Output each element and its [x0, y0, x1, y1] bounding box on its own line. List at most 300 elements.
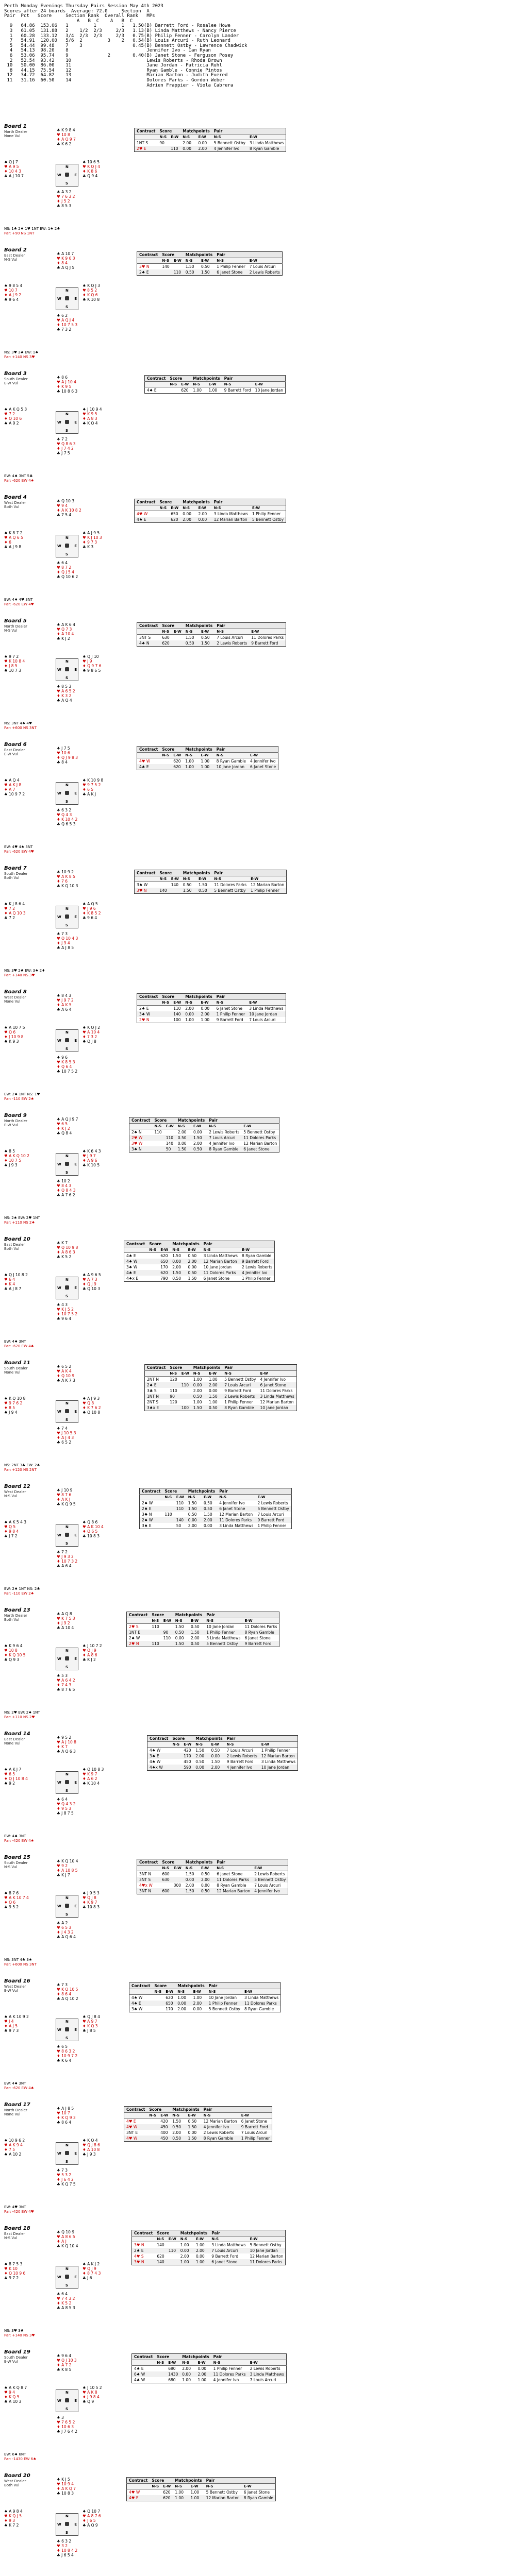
hand-suit-line: ♣ 10 8 3 — [82, 1905, 100, 1909]
result-cell: 0.50 — [196, 888, 212, 894]
board-vulnerability: N-S Vul — [4, 629, 18, 633]
result-cell: 2.00 — [196, 146, 211, 152]
board-dealer-vul — [4, 2232, 25, 2240]
hand-suit-line: ♠ 7 4 — [57, 1426, 68, 1431]
matchpoints-header: Matchpoints — [178, 2230, 209, 2236]
result-cell: 0.00 — [193, 2007, 202, 2011]
matchpoints-header: Matchpoints — [181, 870, 212, 876]
result-cell — [147, 1253, 158, 1259]
result-cell: 3♠ W — [137, 883, 148, 887]
compass-east: E — [74, 915, 77, 919]
result-row — [127, 2489, 276, 2496]
compass-west: W — [57, 420, 61, 425]
compass-box — [56, 1895, 78, 1918]
result-cell: 7 Louis Arcuri — [226, 1748, 253, 1753]
hand-suit-line: ♦ J 9 2 — [57, 1621, 70, 1625]
subheader-cell: N-S — [183, 753, 199, 758]
compass-east: E — [74, 791, 77, 795]
result-cell — [160, 1883, 171, 1888]
board-dealer: South Dealer — [4, 1366, 28, 1370]
result-cell: 11 Dolores Parks — [242, 2001, 281, 2006]
board-block — [0, 1978, 528, 2102]
result-cell: 2♥ W — [129, 1135, 153, 1141]
hand-suit-line: ♥ A K 8 5 — [57, 874, 75, 879]
hand-suit-line: ♦ 10 6 3 — [57, 2425, 74, 2429]
result-cell: 120 — [170, 1400, 177, 1404]
compass-north: N — [65, 1401, 69, 1405]
result-cell: 4 Jennifer Ivo — [202, 2124, 239, 2130]
result-cell: 5 Bennett Ostby — [224, 1377, 256, 1382]
result-row — [145, 1399, 297, 1405]
result-row — [132, 2366, 287, 2372]
compass-east: E — [74, 2028, 77, 2032]
subheader-cell: E-W — [202, 1495, 217, 1500]
compass-east: E — [74, 1904, 77, 1908]
result-cell: 4 Jennifer Ivo — [240, 1270, 275, 1276]
pair-header: Pair — [202, 1241, 275, 1247]
pair-header: Pair — [211, 2354, 287, 2360]
result-cell: 0.00 — [197, 2366, 207, 2371]
result-cell: 2♠ E — [137, 269, 160, 276]
hand-suit-line: ♠ A 9 8 4 — [4, 2509, 23, 2514]
hand-suit-line: ♥ A K 4 — [57, 1369, 72, 1374]
result-cell — [147, 1270, 158, 1276]
result-cell: 1.00 — [185, 1018, 194, 1022]
result-cell: 300 — [173, 1883, 182, 1888]
score-header: Score — [152, 1983, 175, 1989]
hand-suit-line: ♣ 7 2 — [4, 916, 15, 920]
result-cell: 0.50 — [190, 1624, 200, 1629]
hand-suit-line: ♦ K Q 5 — [4, 2395, 20, 2399]
hand-suit-line: ♥ Q 10 9 8 — [57, 1245, 78, 1250]
contract-header: Contract — [135, 128, 158, 134]
hand-suit-line: ♣ 10 8 6 3 — [57, 389, 78, 394]
board-dealer: West Dealer — [4, 1985, 26, 1989]
hand-suit-line: ♥ 7 4 3 2 — [57, 2296, 75, 2301]
result-cell: 0.00 — [170, 1259, 186, 1264]
result-cell: 6 Janet Stone — [244, 1636, 271, 1640]
subheader-cell: N-S — [152, 1989, 163, 1995]
board-block — [0, 2102, 528, 2226]
result-row — [135, 517, 286, 523]
hand-suit-line: ♦ K 8 6 — [82, 169, 97, 174]
result-cell: 3NT N — [139, 1872, 151, 1876]
result-cell: 0.00 — [180, 146, 196, 152]
subheader-cell: N-S — [150, 1618, 161, 1624]
result-cell: 3 Linda Matthews — [249, 141, 284, 145]
hand-suit-line: ♣ K J 7 — [57, 1873, 70, 1877]
result-cell: 10 Jane Jordan — [258, 1405, 296, 1411]
pair-header: Pair — [204, 2478, 276, 2484]
compass-box — [56, 1029, 78, 1052]
result-cell — [168, 1382, 179, 1388]
hand-suit-line: ♠ Q J 10 — [82, 654, 99, 659]
result-cell: 2.00 — [198, 512, 207, 516]
hand-suit-line: ♦ A 10 4 — [57, 632, 74, 636]
hand-suit-line: ♣ A Q 10 2 — [57, 1996, 78, 2001]
subheader-cell: N-S — [207, 1124, 241, 1129]
result-cell: 0.50 — [207, 1405, 222, 1411]
result-cell: 3 Linda Matthews — [249, 1006, 284, 1011]
subheader-cell: N-S — [222, 1371, 258, 1377]
compass-center — [65, 1656, 69, 1660]
north-hand — [57, 1612, 75, 1630]
result-cell — [152, 1141, 163, 1146]
result-cell: 1.00 — [175, 2490, 184, 2495]
result-cell: 3NT S — [137, 1877, 160, 1883]
hand-suit-line: ♥ K 9 5 — [82, 412, 97, 416]
hand-suit-line: ♠ J 10 7 2 — [82, 1643, 102, 1648]
result-cell: 6 Janet Stone — [241, 1146, 279, 1153]
result-row — [124, 1259, 275, 1264]
hand-suit-line: ♥ 6 5 3 — [57, 1925, 72, 1930]
result-cell: 0.50 — [184, 640, 199, 647]
result-cell: 0.00 — [209, 1753, 224, 1759]
hand-suit-line: ♠ K 9 8 4 — [57, 128, 75, 132]
compass-center — [65, 791, 69, 795]
result-cell: 0.00 — [191, 1382, 207, 1388]
result-cell: 11 Dolores Parks — [214, 883, 247, 887]
board-title: Board 19 — [4, 2349, 30, 2355]
compass-north: N — [65, 1896, 69, 1900]
double-dummy-makes: NS: 3♥ 2♣ EW: 1♠ — [4, 350, 39, 354]
result-cell — [155, 2371, 166, 2377]
hand-suit-line: ♥ Q 6 — [4, 1030, 16, 1035]
result-row — [135, 882, 287, 888]
result-cell: 1.50 — [176, 1146, 191, 1153]
south-hand — [57, 684, 75, 703]
subheader-cell — [129, 1989, 153, 1995]
hand-suit-line: ♣ 10 9 7 2 — [4, 792, 25, 796]
result-cell: 1.50 — [172, 1253, 181, 1258]
subheader-cell: N-S — [180, 505, 196, 511]
north-hand — [57, 2353, 77, 2372]
east-hand — [82, 2262, 101, 2280]
south-hand — [57, 1550, 77, 1568]
board-dealer: West Dealer — [4, 2479, 26, 2483]
result-cell — [172, 264, 184, 270]
compass-center — [65, 2275, 69, 2279]
result-cell — [155, 2248, 166, 2253]
south-hand — [57, 437, 75, 455]
hand-suit-line: ♠ A K Q 5 3 — [4, 407, 27, 412]
subheader-cell — [132, 2360, 155, 2366]
board-title: Board 15 — [4, 1855, 30, 1860]
compass-center — [65, 544, 69, 548]
subheader-cell: E-W — [161, 2484, 173, 2489]
result-cell: 1.50 — [191, 1405, 207, 1411]
result-cell: 4♥x W — [139, 1883, 153, 1888]
result-row — [127, 1630, 279, 1635]
hand-suit-line: ♣ 10 8 3 — [82, 1534, 100, 1538]
hand-suit-line: ♠ 6 4 — [57, 561, 68, 565]
contract-header: Contract — [147, 1736, 171, 1742]
east-hand — [82, 654, 101, 673]
result-cell: 4♠ W — [150, 1759, 161, 1764]
hand-suit-line: ♥ K J 10 3 — [82, 535, 102, 540]
result-cell — [150, 2495, 161, 2501]
result-cell: 10 Jane Jordan — [259, 1765, 298, 1771]
subheader-cell: N-S — [180, 134, 196, 140]
result-cell — [172, 640, 184, 647]
contract-header: Contract — [127, 1612, 150, 1618]
result-cell: 790 — [160, 1276, 168, 1281]
result-cell: 7 Louis Arcuri — [249, 1018, 276, 1022]
subheader-cell: E-W — [164, 1124, 176, 1129]
result-row — [132, 2242, 286, 2248]
result-row — [124, 2119, 272, 2125]
double-dummy-makes: NS: 3♥ 2♣ EW: 3♠ 2♦ — [4, 969, 45, 973]
west-hand — [4, 531, 23, 549]
hand-suit-line: ♠ A 2 — [57, 1921, 68, 1925]
compass-west: W — [57, 2399, 61, 2403]
result-cell: 2 Lewis Roberts — [225, 1753, 259, 1759]
hand-suit-line: ♥ 5 3 2 — [57, 2173, 72, 2177]
compass-east: E — [74, 420, 77, 425]
result-cell: 2.00 — [177, 1130, 187, 1134]
compass-east: E — [74, 2275, 77, 2279]
hand-suit-line: ♣ K 10 8 — [82, 297, 100, 302]
double-dummy-line — [4, 350, 38, 360]
subheader-cell: N-S — [191, 1371, 207, 1377]
hand-suit-line: ♦ 10 7 3 2 — [57, 1559, 78, 1564]
compass-south: S — [65, 305, 69, 309]
results-table — [137, 746, 278, 770]
hand-suit-line: ♠ A K Q 8 7 — [4, 2385, 27, 2390]
board-title: Board 14 — [4, 1731, 30, 1737]
result-cell: 9 Barrett Ford — [226, 1759, 254, 1764]
result-cell: 4♥ E — [126, 2119, 136, 2124]
hand-suit-line: ♣ A J 10 7 — [4, 174, 24, 178]
result-cell: 4♠ E — [135, 517, 158, 523]
result-cell: 2.00 — [183, 141, 191, 145]
subheader-cell: E-W — [248, 753, 278, 758]
pair-header: Pair — [207, 1983, 281, 1989]
result-cell: 6 Janet Stone — [258, 1382, 296, 1388]
result-cell: 2.00 — [199, 1877, 214, 1883]
subheader-cell: E-W — [196, 505, 211, 511]
board-vulnerability: None Vul — [4, 2112, 21, 2116]
result-cell: 90 — [159, 141, 164, 145]
hand-suit-line: ♥ J 9 6 — [82, 906, 96, 911]
north-hand — [57, 870, 78, 888]
result-cell: 3♠ E — [147, 1753, 171, 1759]
pair-header: Pair — [212, 870, 286, 876]
hand-suit-line: ♦ K Q 3 — [82, 2024, 98, 2028]
result-cell: 9 Barrett Ford — [211, 2254, 239, 2259]
result-cell — [172, 635, 184, 641]
contract-header: Contract — [129, 1117, 153, 1124]
board-dealer: East Dealer — [4, 748, 25, 752]
result-cell: 6 Janet Stone — [243, 2490, 270, 2495]
matchpoints-header: Matchpoints — [180, 2354, 211, 2360]
hand-suit-line: ♥ J 10 5 3 — [57, 1431, 76, 1435]
results-table — [134, 499, 286, 523]
compass-north: N — [65, 2514, 69, 2518]
result-cell: 450 — [184, 1759, 191, 1764]
result-row — [129, 1995, 281, 2001]
hand-suit-line: ♥ Q J 9 — [82, 2266, 96, 2271]
result-cell: 0.00 — [203, 1523, 212, 1528]
result-cell: 620 — [169, 517, 180, 523]
subheader-cell: E-W — [248, 134, 286, 140]
result-row — [137, 1871, 288, 1877]
result-cell: 1 Philip Fenner — [257, 1523, 287, 1528]
hand-suit-line: ♥ Q 7 3 — [57, 627, 72, 632]
result-row — [140, 1523, 292, 1529]
board-block — [0, 1236, 528, 1360]
hand-suit-line: ♠ J 10 5 2 — [82, 2385, 102, 2390]
compass-center — [65, 173, 69, 177]
result-cell: 1.50 — [186, 1506, 202, 1512]
compass-east: E — [74, 544, 77, 548]
result-cell: 4♠ E — [129, 2001, 153, 2006]
hand-suit-line: ♣ J 9 3 — [82, 2152, 96, 2157]
hand-suit-line: ♦ A J 4 3 — [57, 1435, 74, 1440]
result-cell: 6 Janet Stone — [248, 764, 278, 770]
compass-west: W — [57, 1904, 61, 1908]
score-header: Score — [168, 376, 191, 382]
hand-suit-line: ♦ Q J 9 — [82, 1282, 96, 1286]
hand-suit-line: ♥ 10 7 — [57, 2111, 70, 2115]
compass-south: S — [65, 1789, 69, 1793]
hand-suit-line: ♥ A K Q 10 2 — [4, 1154, 29, 1158]
result-cell: 6♠ W — [132, 2371, 155, 2377]
hand-suit-line: ♦ 8 7 4 3 — [82, 2271, 101, 2276]
hand-suit-line: ♣ J 7 2 — [4, 1534, 18, 1538]
board-vulnerability: None Vul — [4, 134, 21, 138]
result-cell: 11 Dolores Parks — [251, 635, 284, 640]
result-cell: 12 Marian Barton — [212, 517, 250, 523]
north-hand — [57, 2230, 78, 2248]
subheader-cell: E-W — [186, 1247, 201, 1253]
hand-suit-line: ♠ 7 2 — [57, 437, 68, 442]
hand-suit-line: ♠ 6 3 2 — [57, 808, 72, 812]
east-hand — [82, 1643, 102, 1662]
result-cell: 6 Janet Stone — [216, 1006, 242, 1011]
subheader-cell: N-S — [204, 1618, 242, 1624]
east-hand — [82, 1149, 101, 1167]
hand-suit-line: ♥ 6 4 — [4, 1277, 15, 1282]
result-cell — [160, 1017, 171, 1023]
hand-suit-line: ♥ J 9 7 — [82, 1154, 96, 1158]
result-cell: 3♥ W — [131, 1141, 143, 1146]
board-dealer: West Dealer — [4, 1490, 26, 1494]
hand-suit-line: ♠ J 10 9 — [57, 1488, 73, 1493]
result-cell: 590 — [182, 1765, 193, 1771]
hand-suit-line: ♦ K Q 6 — [82, 293, 98, 297]
hand-suit-line: ♥ 8 4 3 — [57, 1183, 72, 1188]
results-table — [137, 993, 286, 1023]
result-cell: 620 — [161, 2495, 173, 2501]
board-title: Board 3 — [4, 371, 27, 377]
hand-suit-line: ♣ A 9 2 — [4, 421, 19, 426]
hand-suit-line: ♣ A J 9 8 — [4, 545, 22, 549]
result-row — [147, 1753, 298, 1759]
result-cell — [157, 882, 169, 888]
hand-suit-line: ♥ 7 2 — [4, 412, 15, 416]
board-block — [0, 1855, 528, 1978]
result-cell: 140 — [157, 2243, 164, 2247]
hand-suit-line: ♠ Q 10 9 — [57, 2230, 75, 2234]
double-dummy-line — [4, 1710, 40, 1720]
compass-south: S — [65, 552, 69, 556]
hand-suit-line: ♠ K Q 4 — [82, 2138, 98, 2143]
hand-suit-line: ♥ 10 8 — [4, 1648, 18, 1653]
hand-suit-line: ♠ 9 7 2 — [4, 654, 19, 659]
result-row — [137, 640, 286, 647]
hand-suit-line: ♦ 10 7 5 2 — [57, 1312, 78, 1316]
west-hand — [4, 2509, 23, 2528]
result-cell: 170 — [166, 2007, 173, 2011]
result-row — [132, 2253, 286, 2259]
subheader-cell: N-S — [184, 258, 199, 264]
contract-header: Contract — [140, 1488, 163, 1495]
hand-suit-line: ♥ 9 4 — [4, 2390, 15, 2395]
result-cell: 2♠ E — [145, 1382, 168, 1388]
compass-east: E — [74, 173, 77, 177]
result-cell: 0.00 — [195, 2254, 205, 2259]
board-block — [0, 742, 528, 866]
result-cell: 3♠ W — [131, 2007, 143, 2011]
result-cell: 0.50 — [183, 883, 192, 887]
subheader-cell: E-W — [169, 134, 180, 140]
subheader-cell: E-W — [171, 753, 183, 758]
result-cell — [174, 1512, 186, 1517]
par-score: Par: -620 EW 4♠ — [4, 2086, 34, 2090]
east-hand — [82, 1767, 104, 1786]
result-cell: 1.00 — [190, 2490, 200, 2495]
board-title: Board 5 — [4, 618, 27, 624]
result-cell: 110 — [170, 1388, 177, 1393]
subheader-cell: E-W — [240, 1247, 275, 1253]
subheader-cell — [135, 505, 158, 511]
hand-suit-line: ♦ A J — [57, 2239, 67, 2244]
result-cell: 3♥ N — [132, 2259, 155, 2265]
north-hand — [57, 251, 75, 270]
hand-suit-line: ♦ 8 5 — [4, 1405, 15, 1410]
result-cell — [162, 1517, 174, 1523]
hand-suit-line: ♠ 8 4 3 — [57, 993, 72, 998]
compass-north: N — [65, 2143, 69, 2147]
result-cell: 7 Louis Arcuri — [207, 1135, 241, 1141]
subheader-cell — [124, 2113, 147, 2119]
hand-suit-line: ♦ J 9 8 4 — [82, 2395, 100, 2399]
hand-suit-line: ♣ Q 9 — [82, 2399, 94, 2404]
result-cell: 110 — [179, 1382, 191, 1388]
result-cell: 7 Louis Arcuri — [250, 2378, 276, 2382]
hand-suit-line: ♠ 4 3 — [57, 1302, 68, 1307]
hand-suit-line: ♣ K 8 5 — [57, 2367, 72, 2372]
compass-north: N — [65, 2391, 69, 2395]
hand-suit-line: ♦ A K 5 — [57, 1003, 72, 1007]
subheader-cell — [137, 1866, 160, 1871]
result-cell: 450 — [158, 2124, 170, 2130]
subheader-cell: E-W — [241, 1124, 279, 1129]
result-row — [124, 1264, 275, 1270]
board-dealer-vul — [4, 1119, 27, 1127]
compass-center — [65, 1162, 69, 1166]
compass-west: W — [57, 1286, 61, 1290]
result-cell — [157, 517, 169, 523]
pair-header: Pair — [222, 1365, 296, 1371]
hand-suit-line: ♣ J 9 3 — [4, 1163, 18, 1167]
results-header-text: Perth Monday Evenings Thursday Pairs Session May 4th 2023 Scores after 24 boards Average: 72.0 Section A Pair Pct Score Section Rank Overall Rank MPs A B C A B C 9 64.86 153.06 1 1 1 1.50(B) Barrett Ford - Rosalee Howe 3 61.05 131.88 2 1/2 2/3 2/3 1.13(B) Linda Matthews - Nancy Pierce 1 60.28 133.12 3/4 2/3 2/3 2/3 0.75(B) Philip Fenner - Carolyn Lander 7 54.91 120.00 5/6 2 3 2 0.54(B) Louis Arcuri - Ruth Leonard 5 54.44 99.48 7 3 0.45(B) Bennett Ostby - Lawrence Chadwick 4 54.13 98.20 8 Jennifer Ivo - Ian Ryan 6 53.06 95.74 9 2 0.40(B) Janet Stone - Ferguson Posey 2 52.54 93.42 10 Lewis Roberts - Rhoda Brown 10 50.00 86.00 11 Jane Jordan - Patricia Ruhl 8 44.15 75.54 12 Ryan Gamble - Connie Pintos 12 34.72 64.82 13 Marian Barton - Judith Evered 11 31.16 60.50 14 Dolores Parks - Gordon Weber Adrien Frappier - Viola Cabrera — [4, 4, 248, 88]
hand-suit-line: ♦ J 6 4 2 — [57, 2177, 74, 2182]
result-row — [129, 2001, 281, 2006]
result-cell: 3♠ N — [129, 1146, 153, 1153]
result-cell: 5 Bennett Ostby — [250, 517, 286, 523]
